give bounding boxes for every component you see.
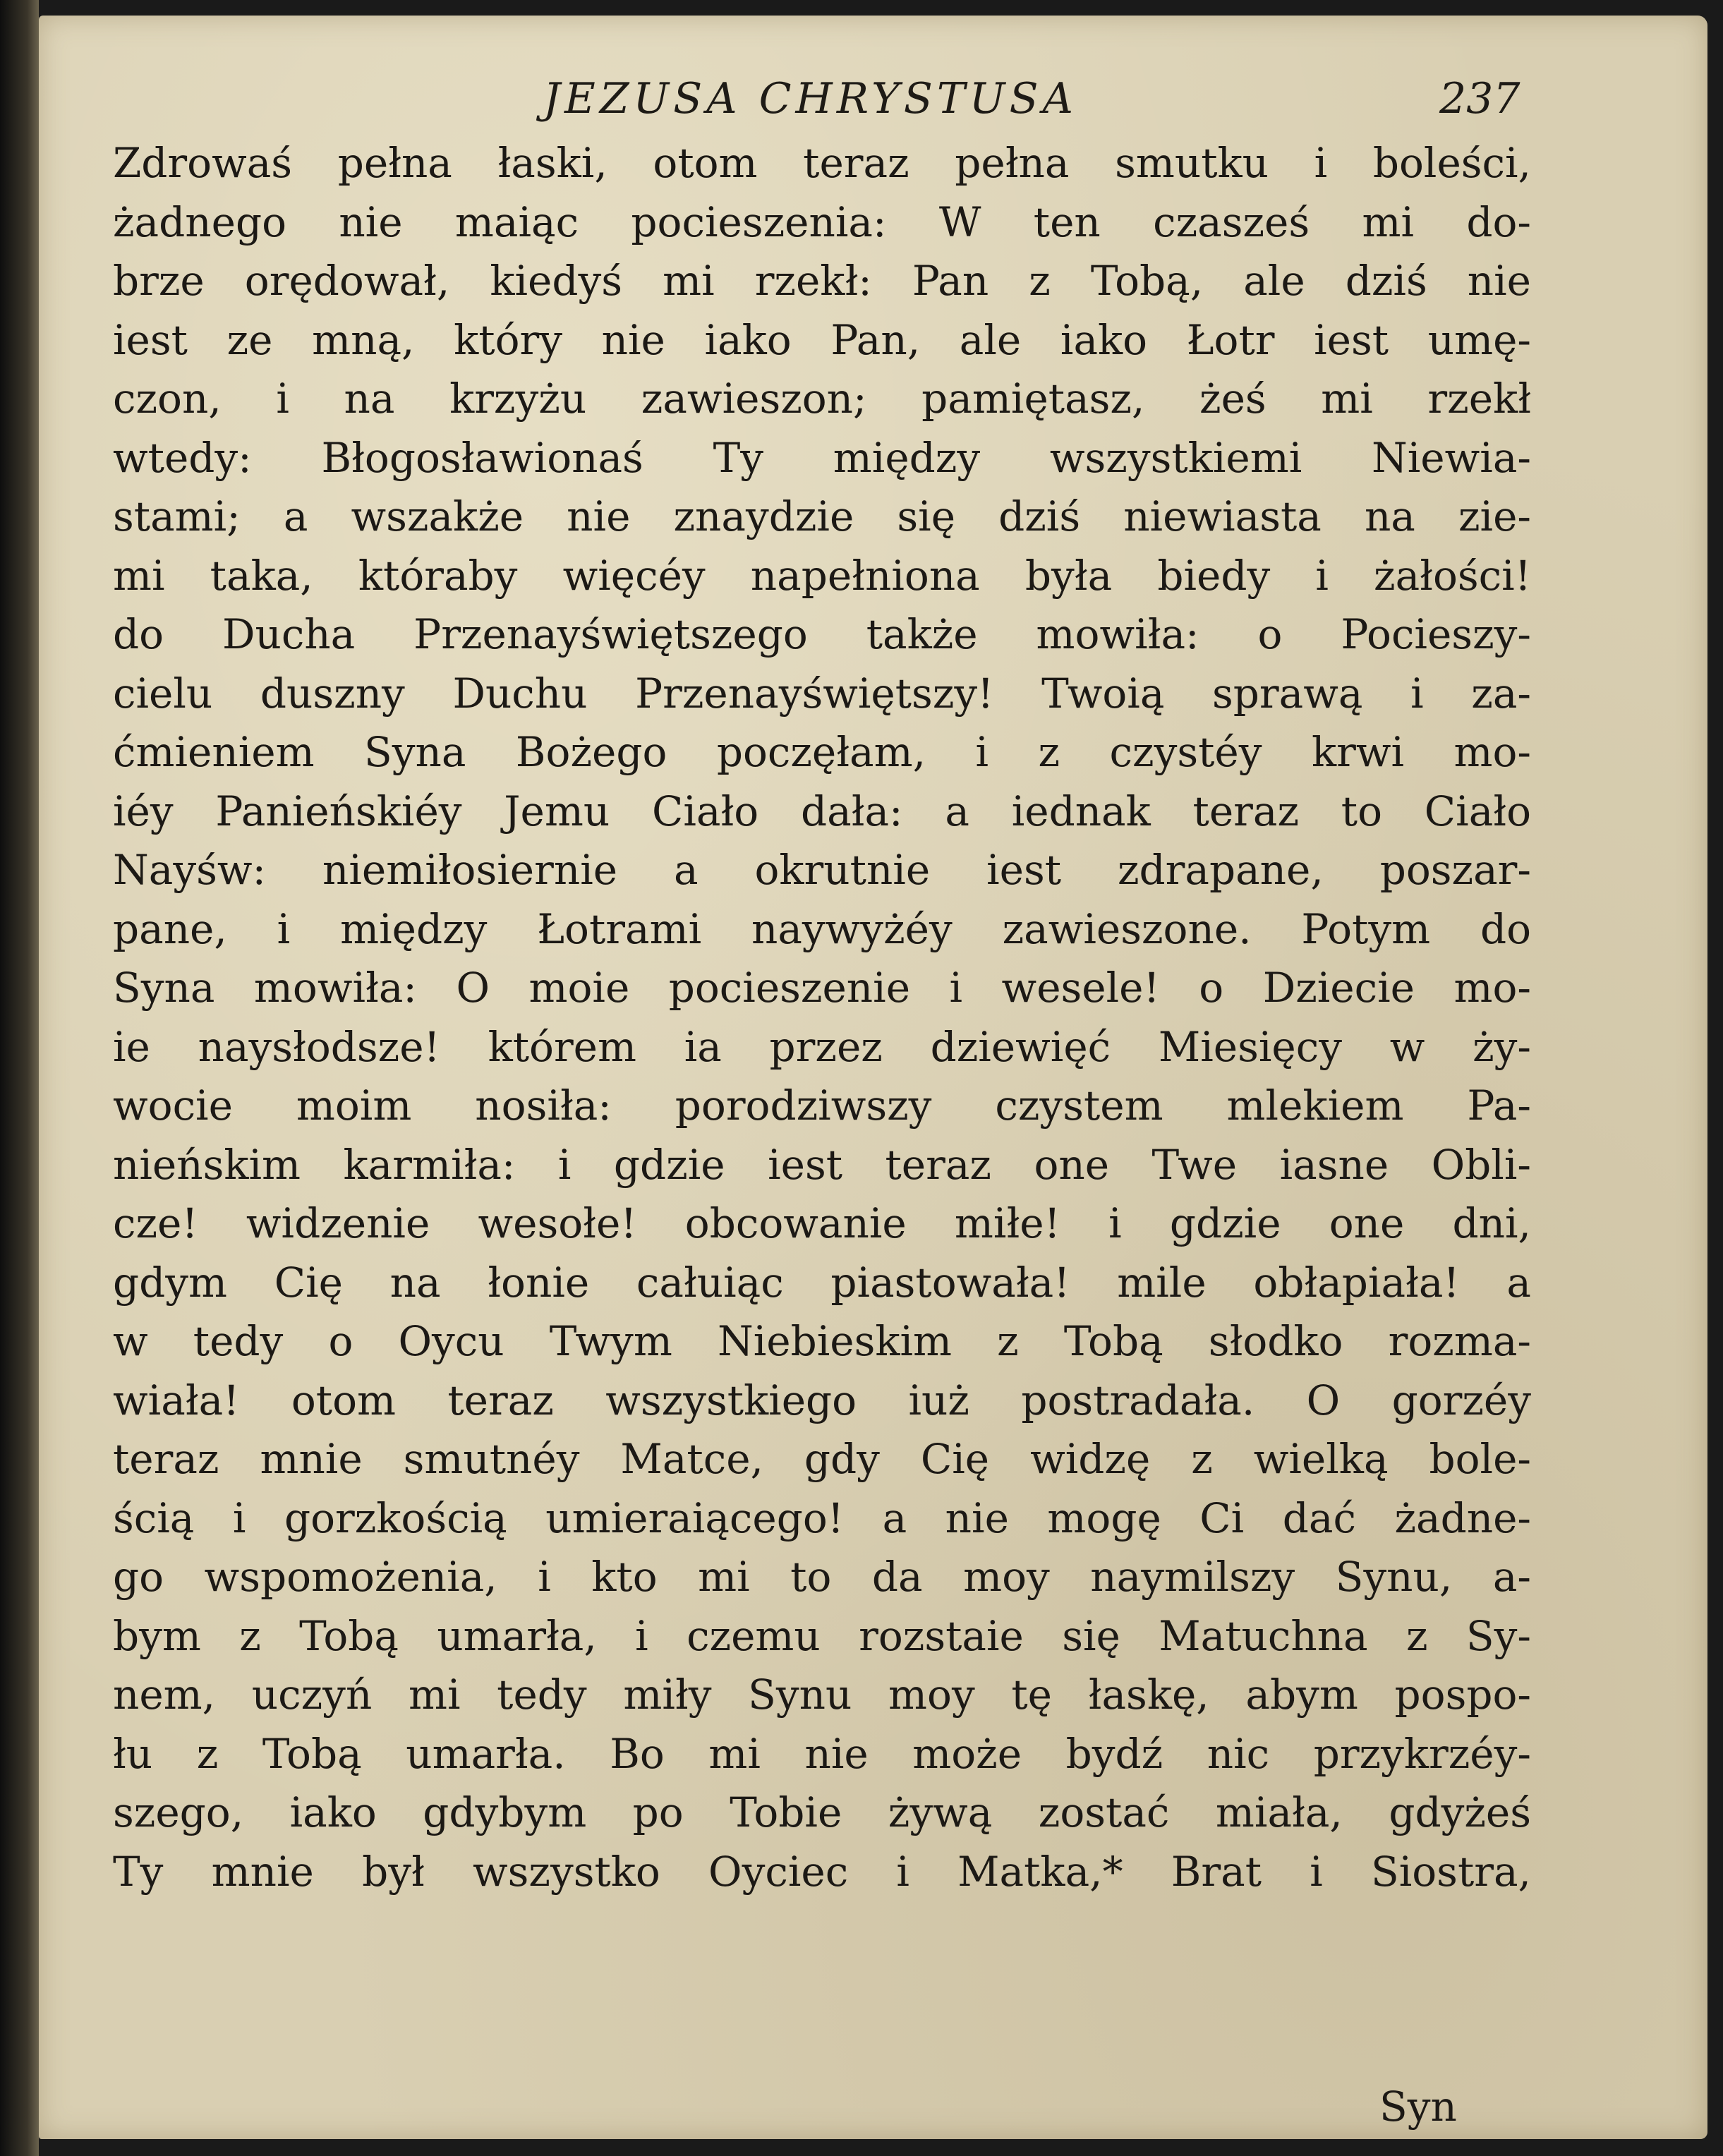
text-line: ćmieniem Syna Bożego poczęłam, i z czystéy krwi mo- — [113, 728, 1531, 776]
text-line: brze orędował, kiedyś mi rzekł: Pan z Tobą, ale dziś nie — [113, 257, 1531, 305]
text-line: go wspomożenia, i kto mi to da moy naymilszy Synu, a- — [113, 1553, 1531, 1601]
text-line: mi taka, któraby więcéy napełniona była biedy i żałości! — [113, 551, 1531, 600]
text-line: Nayśw: niemiłosiernie a okrutnie iest zdrapane, poszar- — [113, 846, 1531, 894]
running-title: JEZUSA CHRYSTUSA — [543, 74, 1077, 123]
page-number: 237 — [1439, 74, 1521, 123]
body-text — [113, 134, 1531, 1901]
text-line: czon, i na krzyżu zawieszon; pamiętasz, żeś mi rzekł — [113, 375, 1531, 423]
catchword: Syn — [1379, 2083, 1457, 2131]
text-line: cze! widzenie wesołe! obcowanie miłe! i gdzie one dni, — [113, 1199, 1531, 1247]
text-line: w tedy o Oycu Twym Niebieskim z Tobą słodko rozma- — [113, 1317, 1531, 1365]
page-header — [0, 67, 1723, 131]
text-line: szego, iako gdybym po Tobie żywą zostać miała, gdyżeś — [113, 1788, 1531, 1836]
text-line: iéy Panieńskiéy Jemu Ciało dała: a iednak teraz to Ciało — [113, 787, 1531, 835]
text-line: gdym Cię na łonie całuiąc piastowała! mile obłapiała! a — [113, 1258, 1531, 1307]
text-line: cielu duszny Duchu Przenayświętszy! Twoią sprawą i za- — [113, 669, 1531, 717]
text-line: ie naysłodsze! którem ia przez dziewięć Miesięcy w ży- — [113, 1022, 1531, 1071]
text-line: żadnego nie maiąc pocieszenia: W ten czasześ mi do- — [113, 198, 1531, 246]
text-line: do Ducha Przenayświętszego także mowiła: o Pocieszy- — [113, 610, 1531, 658]
text-line: wocie moim nosiła: porodziwszy czystem mlekiem Pa- — [113, 1082, 1531, 1130]
text-line: stami; a wszakże nie znaydzie się dziś niewiasta na zie- — [113, 492, 1531, 540]
text-line: wiała! otom teraz wszystkiego iuż postradała. O gorzéy — [113, 1376, 1531, 1424]
book-gutter — [0, 0, 39, 2156]
text-line: teraz mnie smutnéy Matce, gdy Cię widzę z wielką bole- — [113, 1435, 1531, 1483]
text-line: łu z Tobą umarła. Bo mi nie może bydź nic przykrzéy- — [113, 1729, 1531, 1778]
text-line: ścią i gorzkością umieraiącego! a nie mogę Ci dać żadne- — [113, 1494, 1531, 1542]
text-line: wtedy: Błogosławionaś Ty między wszystkiemi Niewia- — [113, 433, 1531, 482]
text-line: Syna mowiła: O moie pocieszenie i wesele! o Dziecie mo- — [113, 964, 1531, 1012]
text-line: nieńskim karmiła: i gdzie iest teraz one Twe iasne Obli- — [113, 1140, 1531, 1189]
text-line: pane, i między Łotrami naywyżéy zawieszone. Potym do — [113, 904, 1531, 953]
text-line: bym z Tobą umarła, i czemu rozstaie się Matuchna z Sy- — [113, 1611, 1531, 1660]
text-line: Ty mnie był wszystko Oyciec i Matka,* Brat i Siostra, — [113, 1847, 1531, 1896]
text-line: nem, uczyń mi tedy miły Synu moy tę łaskę, abym pospo- — [113, 1671, 1531, 1719]
text-line: Zdrowaś pełna łaski, otom teraz pełna smutku i boleści, — [113, 139, 1531, 187]
text-line: iest ze mną, który nie iako Pan, ale iako Łotr iest umę- — [113, 315, 1531, 364]
